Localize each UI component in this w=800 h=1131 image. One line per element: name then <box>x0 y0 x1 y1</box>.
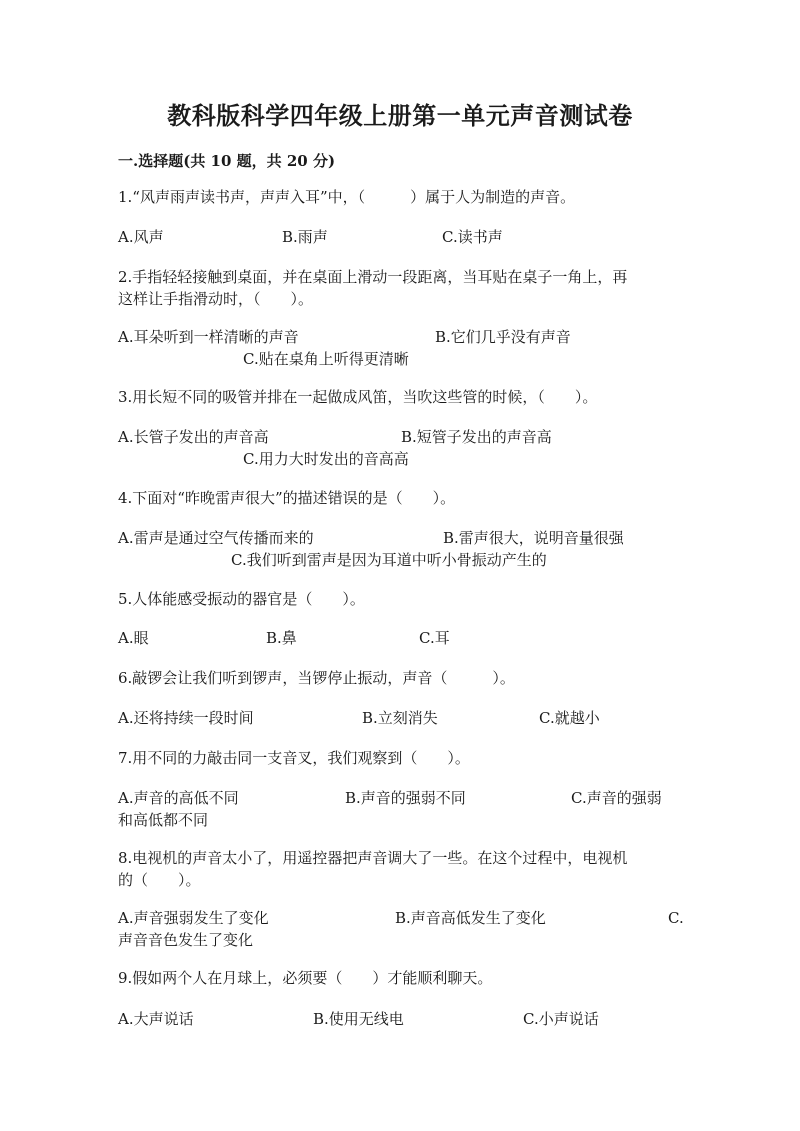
q1-option-b[interactable]: B.雨声 <box>282 228 328 246</box>
q3-option-b[interactable]: B.短管子发出的声音高 <box>401 428 552 446</box>
question-2-line-1: 2.手指轻轻接触到桌面，并在桌面上滑动一段距离，当耳贴在桌子一角上，再 <box>118 268 628 286</box>
q8-option-c[interactable]: C. <box>668 909 684 927</box>
q7-option-b[interactable]: B.声音的强弱不同 <box>345 789 466 807</box>
question-8-line-1: 8.电视机的声音太小了，用遥控器把声音调大了一些。在这个过程中，电视机 <box>118 849 628 867</box>
q6-option-c[interactable]: C.就越小 <box>539 709 600 727</box>
q2-option-c[interactable]: C.贴在桌角上听得更清晰 <box>243 350 409 368</box>
q9-option-c[interactable]: C.小声说话 <box>523 1010 599 1028</box>
q7-option-c[interactable]: C.声音的强弱 <box>571 789 662 807</box>
q6-option-b[interactable]: B.立刻消失 <box>362 709 438 727</box>
question-2-line-2: 这样让手指滑动时，（ ）。 <box>118 290 314 308</box>
q8-option-a[interactable]: A.声音强弱发生了变化 <box>118 909 269 927</box>
question-9: 9.假如两个人在月球上，必须要（ ）才能顺利聊天。 <box>118 969 493 987</box>
q2-option-b[interactable]: B.它们几乎没有声音 <box>435 328 571 346</box>
question-6: 6.敲锣会让我们听到锣声，当锣停止振动，声音（ ）。 <box>118 669 515 687</box>
q9-option-a[interactable]: A.大声说话 <box>118 1010 194 1028</box>
section-heading: 一.选择题(共 10 题，共 20 分) <box>118 152 336 170</box>
q1-option-a[interactable]: A.风声 <box>118 228 164 246</box>
q4-option-a[interactable]: A.雷声是通过空气传播而来的 <box>118 529 314 547</box>
q5-option-b[interactable]: B.鼻 <box>266 629 297 647</box>
q4-option-b[interactable]: B.雷声很大，说明音量很强 <box>443 529 624 547</box>
q3-option-c[interactable]: C.用力大时发出的音高高 <box>243 450 409 468</box>
question-7: 7.用不同的力敲击同一支音叉，我们观察到（ ）。 <box>118 749 470 767</box>
q4-option-c[interactable]: C.我们听到雷声是因为耳道中听小骨振动产生的 <box>231 551 547 569</box>
page-title: 教科版科学四年级上册第一单元声音测试卷 <box>167 101 633 130</box>
question-1: 1.“风声雨声读书声，声声入耳”中，（ ）属于人为制造的声音。 <box>118 188 576 206</box>
question-3: 3.用长短不同的吸管并排在一起做成风笛，当吹这些管的时候，（ ）。 <box>118 388 598 406</box>
q8-option-b[interactable]: B.声音高低发生了变化 <box>395 909 546 927</box>
q9-option-b[interactable]: B.使用无线电 <box>313 1010 404 1028</box>
q1-option-c[interactable]: C.读书声 <box>442 228 503 246</box>
q7-option-c-continued: 和高低都不同 <box>118 811 209 829</box>
q7-option-a[interactable]: A.声音的高低不同 <box>118 789 239 807</box>
q2-option-a[interactable]: A.耳朵听到一样清晰的声音 <box>118 328 299 346</box>
question-4: 4.下面对“昨晚雷声很大”的描述错误的是（ ）。 <box>118 489 456 507</box>
q5-option-c[interactable]: C.耳 <box>419 629 450 647</box>
question-8-line-2: 的（ ）。 <box>118 871 201 889</box>
q5-option-a[interactable]: A.眼 <box>118 629 149 647</box>
question-5: 5.人体能感受振动的器官是（ ）。 <box>118 590 365 608</box>
q3-option-a[interactable]: A.长管子发出的声音高 <box>118 428 269 446</box>
q6-option-a[interactable]: A.还将持续一段时间 <box>118 709 254 727</box>
q8-option-c-continued: 声音音色发生了变化 <box>118 931 254 949</box>
